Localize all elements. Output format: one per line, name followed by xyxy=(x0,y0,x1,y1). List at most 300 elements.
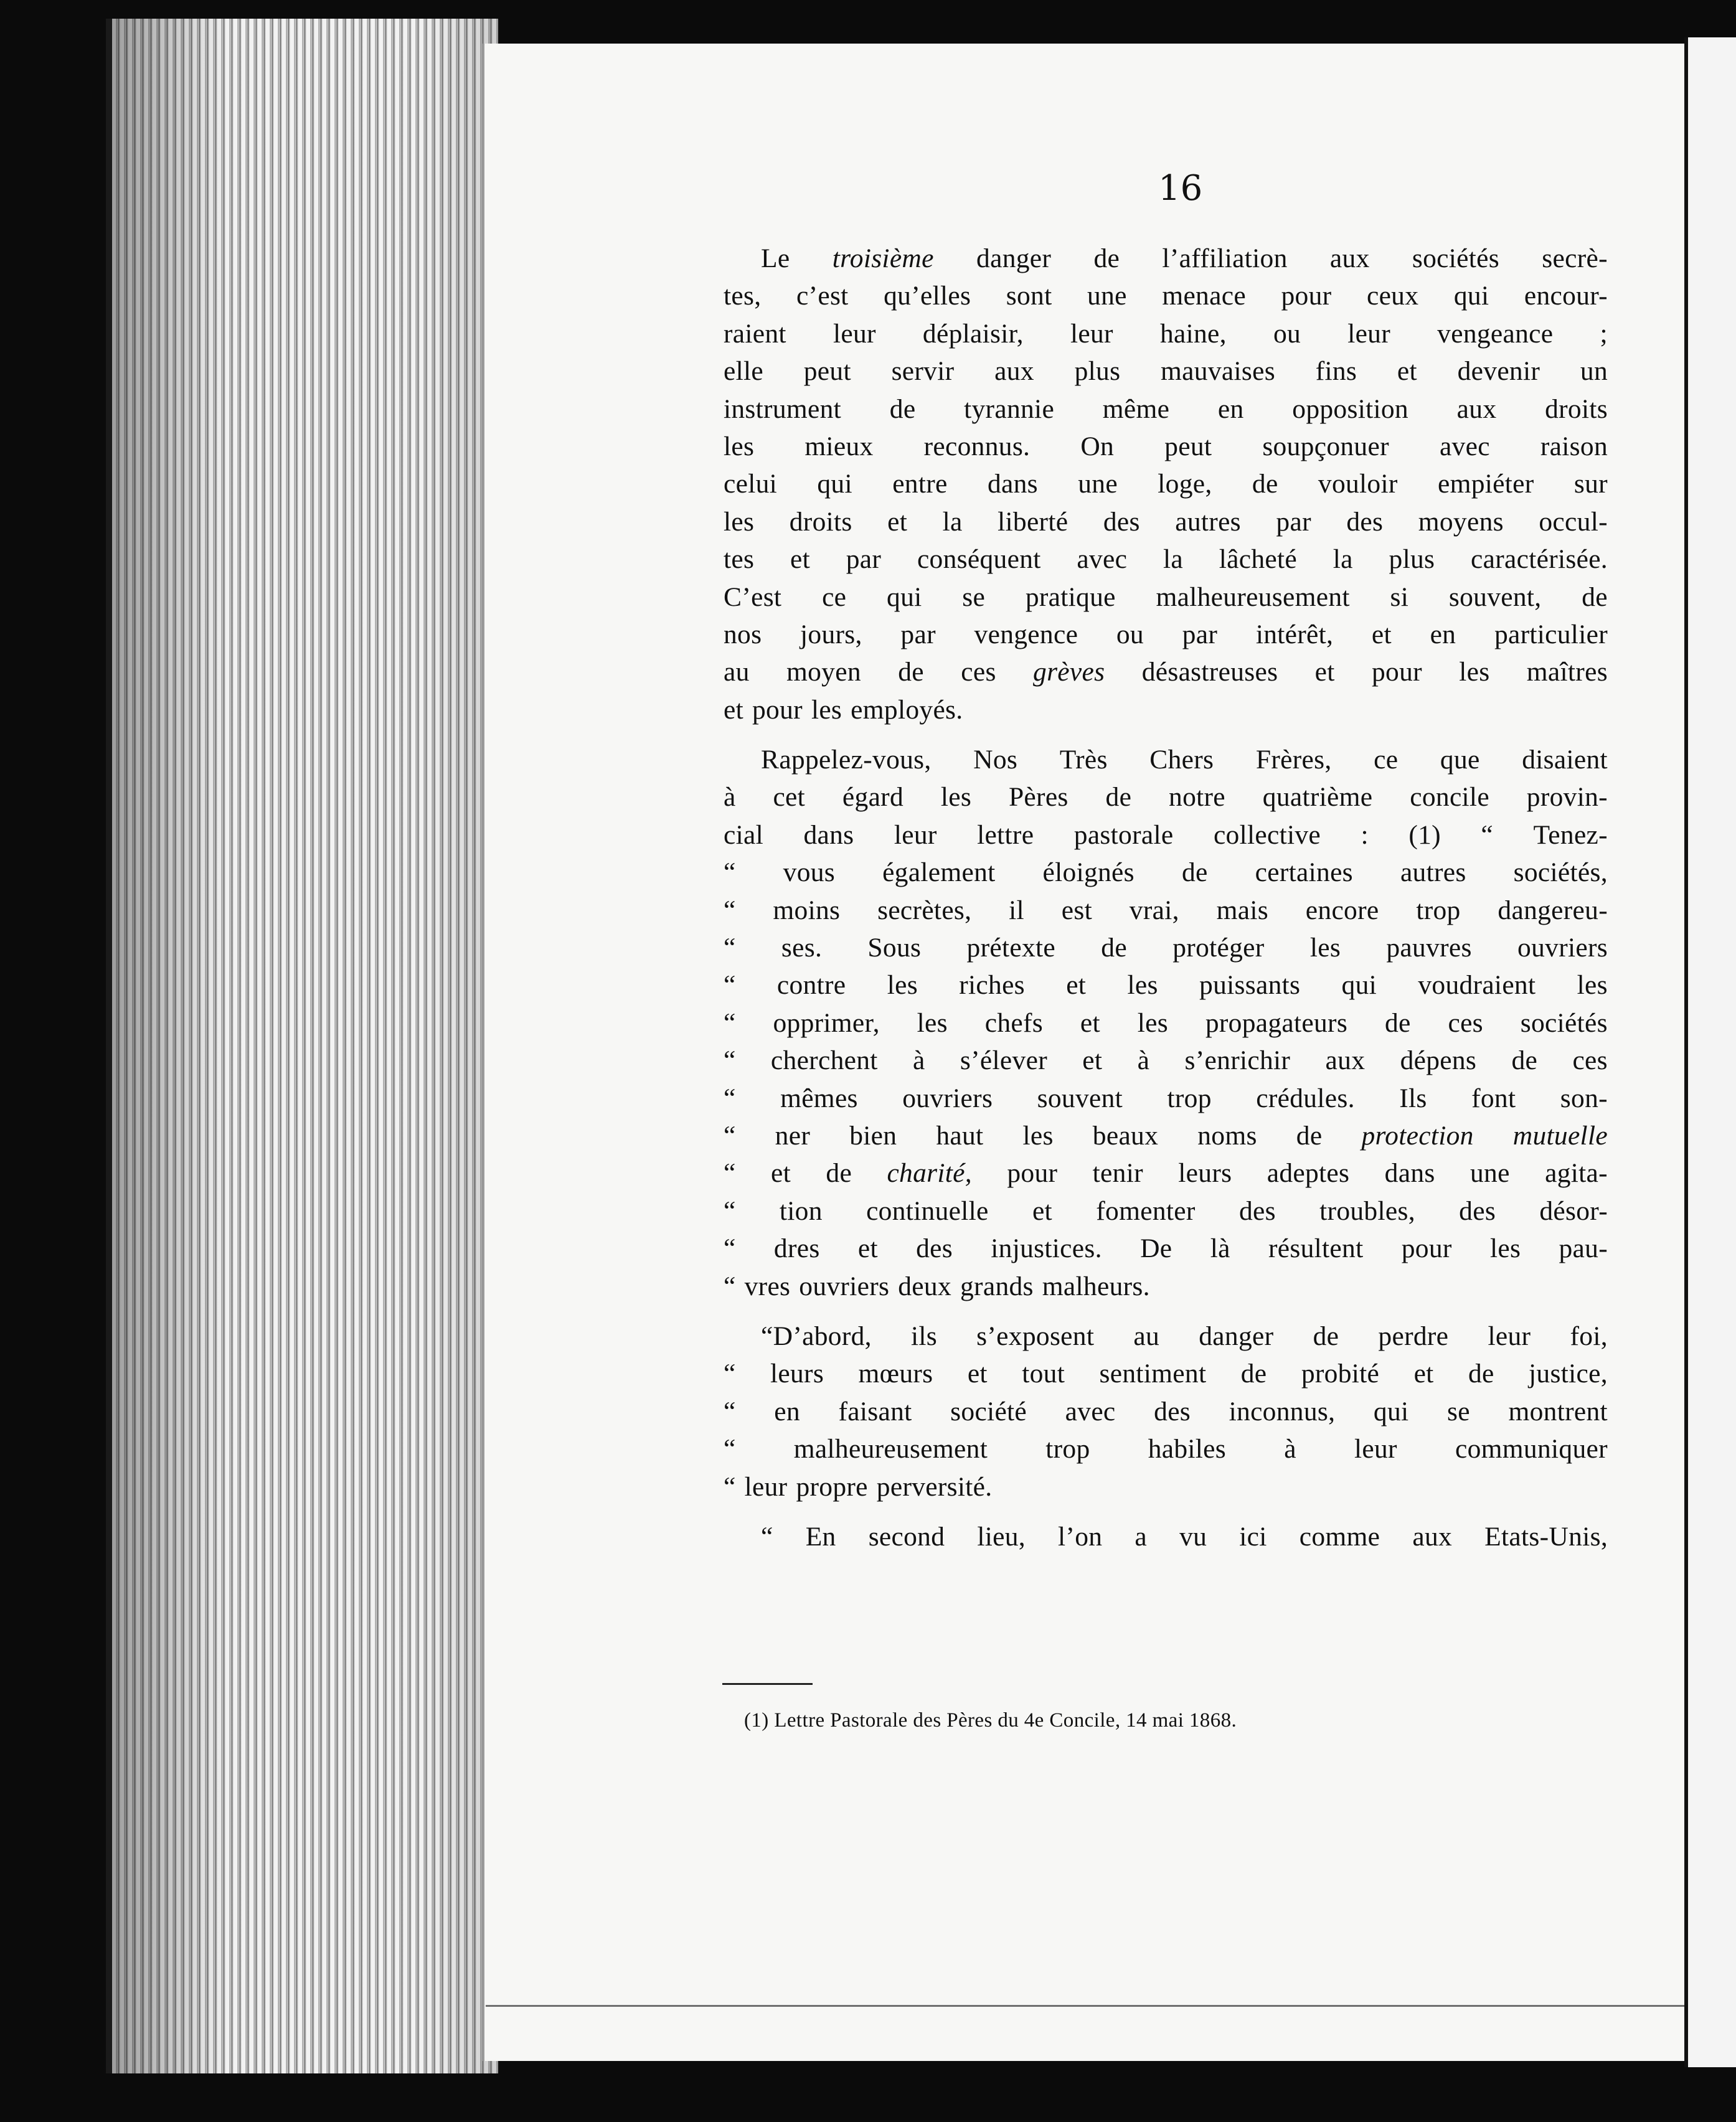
word: les xyxy=(1577,970,1608,1001)
text-line xyxy=(724,691,1608,729)
word: par xyxy=(900,619,936,649)
word: concile xyxy=(1410,782,1489,813)
word: devenir xyxy=(1457,356,1540,387)
word: pour xyxy=(752,694,803,725)
text-line xyxy=(724,1117,1608,1154)
word: empiéter xyxy=(1437,469,1534,499)
word: de xyxy=(1313,1321,1339,1351)
word: mutuelle xyxy=(1512,1120,1608,1151)
word: aux xyxy=(1456,394,1497,424)
word: comme xyxy=(1299,1521,1380,1552)
word: Etats-Unis, xyxy=(1484,1521,1608,1552)
text-line xyxy=(724,816,1608,854)
word: collective xyxy=(1213,819,1321,850)
paragraph-gap xyxy=(724,1506,1608,1518)
word: cial xyxy=(724,819,763,850)
word: par xyxy=(1276,506,1311,537)
word: raient xyxy=(724,318,786,349)
word: cherchent xyxy=(770,1045,878,1076)
word: contre xyxy=(776,970,846,1001)
word: pau- xyxy=(1559,1233,1608,1264)
word: beaux xyxy=(1092,1120,1159,1151)
word: que xyxy=(1440,745,1480,775)
word: et xyxy=(1314,657,1335,687)
text-line xyxy=(724,503,1608,540)
word: et xyxy=(1371,619,1392,649)
word: : xyxy=(1361,819,1369,850)
word: justice, xyxy=(1529,1359,1608,1389)
word: et xyxy=(790,544,810,575)
word: “ xyxy=(724,1233,736,1264)
word: trop xyxy=(1416,895,1461,925)
word: Rappelez-vous, xyxy=(761,745,932,775)
word: probité xyxy=(1301,1359,1380,1389)
word: leur xyxy=(1070,318,1113,349)
word: peut xyxy=(803,356,851,387)
word: De xyxy=(1140,1233,1172,1264)
word: leurs xyxy=(770,1359,824,1389)
word: encore xyxy=(1305,895,1379,925)
word: reconnus. xyxy=(923,431,1031,461)
word: les xyxy=(724,506,755,537)
word: en xyxy=(774,1396,800,1426)
word: droits xyxy=(1545,394,1608,424)
word: leurs xyxy=(1178,1158,1232,1189)
word: et xyxy=(1032,1195,1052,1226)
word: encour- xyxy=(1524,281,1608,311)
word: par xyxy=(846,544,882,575)
word: injustices. xyxy=(991,1233,1102,1264)
word: “ xyxy=(724,933,736,963)
word: liberté xyxy=(998,506,1068,537)
word: à xyxy=(724,782,736,813)
word: des xyxy=(1238,1195,1276,1226)
word: pour xyxy=(1281,281,1332,311)
word: et xyxy=(1397,356,1417,387)
word: ceux xyxy=(1366,281,1419,311)
text-line xyxy=(724,390,1608,428)
word: désor- xyxy=(1539,1195,1608,1226)
word: Sous xyxy=(867,933,922,963)
text-line xyxy=(724,315,1608,352)
word: vous xyxy=(783,857,836,888)
body-text xyxy=(724,240,1608,1555)
word: s’enrichir xyxy=(1184,1045,1291,1076)
word: propagateurs xyxy=(1205,1007,1348,1038)
word: ces xyxy=(1572,1045,1608,1076)
word: ouvriers xyxy=(902,1083,993,1113)
word: menace xyxy=(1162,281,1246,311)
word: malheureusement xyxy=(793,1434,988,1464)
word: les xyxy=(1022,1120,1054,1151)
word: de xyxy=(898,657,924,687)
word: dépens xyxy=(1400,1045,1477,1076)
word: si xyxy=(1390,582,1409,612)
word: de xyxy=(1582,582,1608,612)
word: avec xyxy=(1077,544,1128,575)
word: agita- xyxy=(1545,1158,1608,1189)
word: ouvriers xyxy=(1517,933,1608,963)
word: cet xyxy=(773,782,806,813)
text-line xyxy=(724,741,1608,778)
word: opprimer, xyxy=(773,1007,880,1038)
word: aux xyxy=(994,356,1034,387)
word: grèves xyxy=(1033,657,1105,687)
paragraph-gap xyxy=(724,1305,1608,1318)
word: par xyxy=(1182,619,1218,649)
word: vres xyxy=(744,1271,791,1301)
word: ils xyxy=(911,1321,937,1351)
word: ces xyxy=(961,657,996,687)
word: même xyxy=(1102,394,1170,424)
word: de xyxy=(1384,1007,1411,1038)
word: dans xyxy=(1384,1158,1435,1189)
word: vouloir xyxy=(1318,469,1398,499)
word: leur xyxy=(1347,318,1391,349)
word: servir xyxy=(891,356,955,387)
word: les xyxy=(1127,970,1158,1001)
word: à xyxy=(913,1045,925,1076)
text-line xyxy=(724,277,1608,314)
word: sociétés, xyxy=(1513,857,1608,888)
word: quatrième xyxy=(1262,782,1373,813)
word: faisant xyxy=(838,1396,912,1426)
word: ses. xyxy=(781,933,823,963)
word: ce xyxy=(1374,745,1399,775)
text-line xyxy=(724,1430,1608,1468)
word: les xyxy=(887,970,918,1001)
word: propre xyxy=(796,1471,868,1502)
word: “ xyxy=(724,1359,736,1389)
word: “ xyxy=(724,1120,736,1151)
word: qu’elles xyxy=(884,281,971,311)
word: “ xyxy=(724,1158,736,1189)
word: communiquer xyxy=(1455,1434,1608,1464)
word: aux xyxy=(1329,243,1370,273)
word: voudraient xyxy=(1418,970,1536,1001)
word: plus xyxy=(1389,544,1435,575)
word: tes xyxy=(724,544,755,575)
word: a xyxy=(1135,1521,1148,1552)
word: “ xyxy=(724,1471,736,1502)
word: mais xyxy=(1216,895,1268,925)
word: avec xyxy=(1439,431,1490,461)
word: vengence xyxy=(974,619,1078,649)
word: les xyxy=(1309,933,1341,963)
word: société xyxy=(950,1396,1027,1426)
word: “ xyxy=(724,1007,736,1038)
word: plus xyxy=(1074,356,1121,387)
word: là xyxy=(1210,1233,1230,1264)
word: peut xyxy=(1164,431,1212,461)
word: lâcheté xyxy=(1219,544,1298,575)
word: notre xyxy=(1169,782,1225,813)
text-line xyxy=(724,616,1608,653)
word: “ xyxy=(724,1271,736,1301)
text-line xyxy=(724,1518,1608,1555)
word: tes, xyxy=(724,281,762,311)
word: les xyxy=(1489,1233,1521,1264)
word: conséquent xyxy=(917,544,1041,575)
word: les xyxy=(917,1007,948,1038)
word: lettre xyxy=(977,819,1034,850)
word: ner xyxy=(775,1120,811,1151)
word: souvent, xyxy=(1448,582,1542,612)
word: On xyxy=(1080,431,1115,461)
word: se xyxy=(962,582,986,612)
word: pour xyxy=(1371,657,1422,687)
word: Ils xyxy=(1399,1083,1427,1113)
word: qui xyxy=(1373,1396,1409,1426)
word: C’est xyxy=(724,582,782,612)
word: de xyxy=(1240,1359,1267,1389)
word: une xyxy=(1470,1158,1510,1189)
word: des xyxy=(1459,1195,1496,1226)
word: des xyxy=(1103,506,1140,537)
word: maîtres xyxy=(1526,657,1608,687)
text-line xyxy=(724,1355,1608,1392)
page-bottom-rule xyxy=(486,2005,1684,2007)
word: son- xyxy=(1560,1083,1608,1113)
word: “ xyxy=(724,857,736,888)
word: troisième xyxy=(832,243,934,273)
word: employés. xyxy=(851,694,963,725)
word: intérêt, xyxy=(1255,619,1334,649)
word: de xyxy=(1252,469,1278,499)
word: de xyxy=(1181,857,1208,888)
word: et xyxy=(1080,1007,1100,1038)
word: habiles xyxy=(1148,1434,1227,1464)
word: En xyxy=(805,1521,836,1552)
word: puissants xyxy=(1199,970,1301,1001)
word: “ xyxy=(724,895,736,925)
word: deux xyxy=(898,1271,951,1301)
word: et xyxy=(771,1158,791,1189)
word: les xyxy=(724,431,755,461)
word: de xyxy=(1468,1359,1494,1389)
word: à xyxy=(1284,1434,1296,1464)
word: “ xyxy=(724,1045,736,1076)
word: mieux xyxy=(804,431,874,461)
word: sur xyxy=(1573,469,1608,499)
text-line xyxy=(724,1154,1608,1192)
word: particulier xyxy=(1494,619,1608,649)
word: sont xyxy=(1006,281,1052,311)
word: en xyxy=(1430,619,1456,649)
word: leur xyxy=(833,318,876,349)
word: un xyxy=(1580,356,1608,387)
text-line xyxy=(724,1230,1608,1267)
word: caractérisée. xyxy=(1470,544,1608,575)
text-line xyxy=(724,1468,1608,1506)
word: qui xyxy=(887,582,922,612)
footnote: (1) Lettre Pastorale des Pères du 4e Concile, 14 mai 1868. xyxy=(744,1709,1237,1732)
word: jours, xyxy=(800,619,862,649)
word: il xyxy=(1009,895,1024,925)
word: disaient xyxy=(1522,745,1608,775)
word: souvent xyxy=(1037,1083,1123,1113)
word: la xyxy=(942,506,963,537)
word: “ xyxy=(724,1396,736,1426)
text-line xyxy=(724,1268,1608,1305)
word: prétexte xyxy=(966,933,1056,963)
word: inconnus, xyxy=(1229,1396,1336,1426)
word: leur xyxy=(894,819,937,850)
word: pour xyxy=(1007,1158,1058,1189)
word: et xyxy=(857,1233,878,1264)
word: désastreuses xyxy=(1141,657,1278,687)
word: sentiment xyxy=(1099,1359,1207,1389)
word: ou xyxy=(1273,318,1301,349)
text-line xyxy=(724,578,1608,616)
footnote-separator xyxy=(722,1683,813,1685)
word: les xyxy=(1137,1007,1168,1038)
word: “ xyxy=(1481,819,1493,850)
word: haut xyxy=(936,1120,984,1151)
word: de xyxy=(1105,782,1132,813)
word: qui xyxy=(1341,970,1377,1001)
word: éloignés xyxy=(1042,857,1135,888)
word: occul- xyxy=(1539,506,1608,537)
word: aux xyxy=(1412,1521,1453,1552)
word: malheureusement xyxy=(1156,582,1350,612)
word: tout xyxy=(1022,1359,1065,1389)
word: vrai, xyxy=(1129,895,1179,925)
word: font xyxy=(1471,1083,1516,1113)
text-line xyxy=(724,240,1608,277)
word: secrè- xyxy=(1542,243,1608,273)
word: crédules. xyxy=(1256,1083,1355,1113)
word: en xyxy=(1217,394,1244,424)
text-line xyxy=(724,352,1608,390)
word: droits xyxy=(789,506,852,537)
word: nos xyxy=(724,619,762,649)
word: s’exposent xyxy=(976,1321,1095,1351)
word: “D’abord, xyxy=(761,1321,872,1351)
word: qui xyxy=(1453,281,1489,311)
word: bien xyxy=(849,1120,897,1151)
word: moyens xyxy=(1418,506,1504,537)
text-line xyxy=(724,1192,1608,1230)
text-line xyxy=(724,1080,1608,1117)
word: danger xyxy=(1199,1321,1274,1351)
word: soupçonuer xyxy=(1262,431,1389,461)
word: troubles, xyxy=(1319,1195,1415,1226)
word: ; xyxy=(1600,318,1608,349)
word: se xyxy=(1447,1396,1470,1426)
paragraph-gap xyxy=(724,729,1608,741)
word: ce xyxy=(822,582,847,612)
word: des xyxy=(1154,1396,1191,1426)
word: raison xyxy=(1540,431,1608,461)
word: elle xyxy=(724,356,763,387)
page-number: 16 xyxy=(1158,168,1203,209)
text-line xyxy=(724,966,1608,1004)
word: et xyxy=(724,694,743,725)
word: Chers xyxy=(1149,745,1214,775)
word: de xyxy=(1101,933,1127,963)
word: instrument xyxy=(724,394,842,424)
text-line xyxy=(724,929,1608,966)
word: “ xyxy=(724,1195,736,1226)
word: “ xyxy=(724,970,736,1001)
word: Le xyxy=(761,243,790,273)
word: mauvaises xyxy=(1161,356,1275,387)
word: pratique xyxy=(1025,582,1116,612)
word: dans xyxy=(803,819,854,850)
word: foi, xyxy=(1570,1321,1608,1351)
word: des xyxy=(1346,506,1384,537)
word: leur xyxy=(1354,1434,1397,1464)
word: leur xyxy=(744,1471,788,1502)
word: Tenez- xyxy=(1533,819,1608,850)
word: de xyxy=(1296,1120,1323,1151)
word: l’affiliation xyxy=(1162,243,1288,273)
word: mœurs xyxy=(858,1359,933,1389)
text-line xyxy=(724,653,1608,691)
word: et xyxy=(1082,1045,1103,1076)
word: protéger xyxy=(1172,933,1265,963)
text-line xyxy=(724,428,1608,465)
word: et xyxy=(1413,1359,1434,1389)
word: pour xyxy=(1401,1233,1452,1264)
word: “ xyxy=(761,1521,773,1552)
word: Pères xyxy=(1008,782,1068,813)
word: continuelle xyxy=(866,1195,989,1226)
word: trop xyxy=(1045,1434,1090,1464)
word: grands xyxy=(960,1271,1034,1301)
word: lieu, xyxy=(977,1521,1026,1552)
word: également xyxy=(882,857,996,888)
word: de xyxy=(826,1158,852,1189)
text-line xyxy=(724,540,1608,578)
word: pastorale xyxy=(1073,819,1174,850)
word: de xyxy=(1093,243,1120,273)
word: second xyxy=(868,1521,945,1552)
word: haine, xyxy=(1159,318,1227,349)
word: les xyxy=(1459,657,1490,687)
word: trop xyxy=(1167,1083,1212,1113)
word: de xyxy=(1511,1045,1538,1076)
word: déplaisir, xyxy=(922,318,1024,349)
word: moins xyxy=(773,895,841,925)
word: égard xyxy=(842,782,904,813)
word: résultent xyxy=(1268,1233,1364,1264)
word: qui xyxy=(817,469,852,499)
word: c’est xyxy=(796,281,849,311)
word: l’on xyxy=(1058,1521,1103,1552)
word: (1) xyxy=(1408,819,1441,850)
word: mêmes xyxy=(780,1083,858,1113)
word: Nos xyxy=(973,745,1018,775)
word: loge, xyxy=(1158,469,1212,499)
word: autres xyxy=(1400,857,1466,888)
word: noms xyxy=(1197,1120,1257,1151)
text-line xyxy=(724,778,1608,816)
word: Frères, xyxy=(1255,745,1332,775)
text-line xyxy=(724,1042,1608,1079)
word: ces xyxy=(1448,1007,1483,1038)
word: certaines xyxy=(1255,857,1353,888)
facing-page-edge xyxy=(1684,37,1736,2067)
word: ou xyxy=(1116,619,1144,649)
word: perdre xyxy=(1378,1321,1449,1351)
word: perversité. xyxy=(876,1471,993,1502)
word: provin- xyxy=(1526,782,1608,813)
word: une xyxy=(1087,281,1127,311)
word: sociétés xyxy=(1520,1007,1608,1038)
word: moyen xyxy=(786,657,861,687)
